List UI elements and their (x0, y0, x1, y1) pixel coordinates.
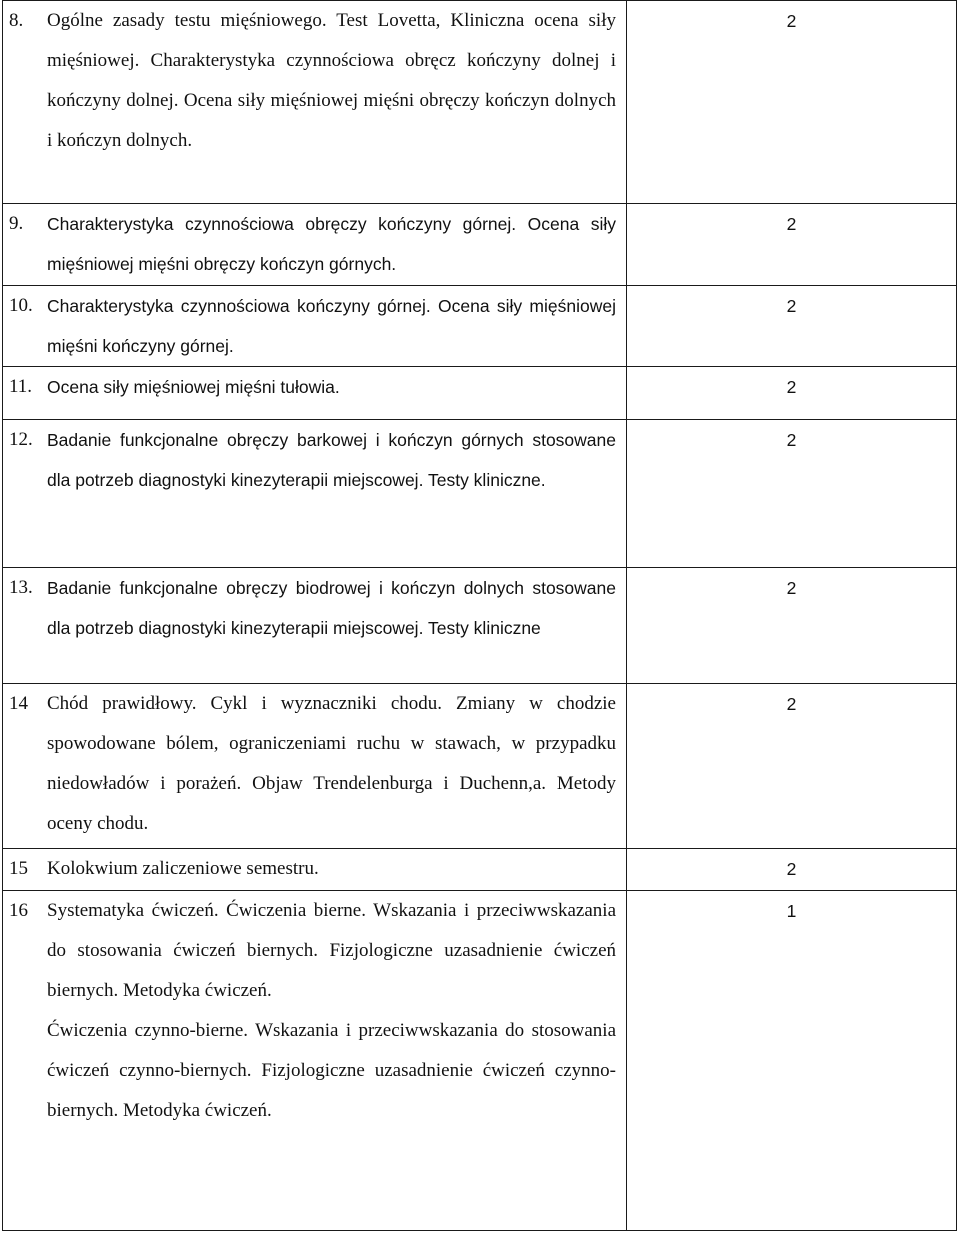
hours-value: 2 (786, 694, 797, 714)
table-row (3, 568, 957, 684)
topic-cell (3, 684, 627, 849)
hours-value: 2 (786, 11, 797, 31)
table-row (3, 286, 957, 367)
topic-cell (3, 849, 627, 891)
topic-text: Charakterystyka czynnościowa kończyny górnej. Ocena siły mięśniowej mięśni kończyny górnej. (47, 296, 616, 356)
hours-value: 2 (786, 296, 797, 316)
hours-cell (627, 204, 957, 286)
row-number: 12. (9, 429, 33, 450)
table-row (3, 849, 957, 891)
hours-cell (627, 420, 957, 568)
row-number: 8. (9, 10, 24, 31)
topic-text: Systematyka ćwiczeń. Ćwiczenia bierne. Wskazania i przeciwwskazania do stosowania ćwiczeń biernych. Fizjologiczne uzasadnienie ćwiczeń biernych. Metodyka ćwiczeń. (47, 900, 616, 1001)
row-number: 13. (9, 577, 33, 598)
topic-text: Chód prawidłowy. Cykl i wyznaczniki chodu. Zmiany w chodzie spowodowane bólem, ograniczeniami ruchu w stawach, w przypadku niedowładów i porażeń. Objaw Trendelenburga i Duchenn,a. Metody oceny chodu. (47, 693, 616, 834)
topic-cell (3, 891, 627, 1231)
row-number: 16 (9, 900, 28, 921)
hours-cell (627, 891, 957, 1231)
hours-cell (627, 568, 957, 684)
row-number: 11. (9, 376, 33, 397)
topic-text: Badanie funkcjonalne obręczy biodrowej i kończyn dolnych stosowane dla potrzeb diagnostyki kinezyterapii miejscowej. Testy kliniczne (47, 578, 616, 638)
table-row (3, 1, 957, 204)
hours-value: 2 (786, 578, 797, 598)
topic-cell (3, 367, 627, 420)
topic-text: Charakterystyka czynnościowa obręczy kończyny górnej. Ocena siły mięśniowej mięśni obręczy kończyn górnych. (47, 214, 616, 274)
hours-value: 2 (786, 214, 797, 234)
hours-value: 1 (786, 901, 797, 921)
topic-cell (3, 1, 627, 204)
topic-cell (3, 204, 627, 286)
topic-cell (3, 286, 627, 367)
topic-cell (3, 420, 627, 568)
topic-text: Ogólne zasady testu mięśniowego. Test Lovetta, Kliniczna ocena siły mięśniowej. Charakterystyka czynnościowa obręcz kończyny dolnej i kończyny dolnej. Ocena siły mięśniowej mięśni obręczy kończyn dolnych i kończyn dolnych. (47, 10, 616, 151)
row-number: 15 (9, 858, 28, 879)
row-number: 10. (9, 295, 33, 316)
table-row (3, 684, 957, 849)
hours-value: 2 (786, 430, 797, 450)
table-row (3, 367, 957, 420)
hours-value: 2 (786, 859, 797, 879)
hours-cell (627, 684, 957, 849)
table-row (3, 204, 957, 286)
hours-cell (627, 849, 957, 891)
table-row (3, 891, 957, 1231)
hours-value: 2 (786, 377, 797, 397)
topic-text: Ocena siły mięśniowej mięśni tułowia. (47, 377, 340, 397)
topic-cell (3, 568, 627, 684)
syllabus-table (2, 0, 957, 1231)
row-number: 14 (9, 693, 28, 714)
row-number: 9. (9, 213, 24, 234)
topic-text: Ćwiczenia czynno-bierne. Wskazania i przeciwwskazania do stosowania ćwiczeń czynno-biernych. Fizjologiczne uzasadnienie ćwiczeń czynno-biernych. Metodyka ćwiczeń. (47, 1020, 616, 1121)
hours-cell (627, 1, 957, 204)
hours-cell (627, 286, 957, 367)
hours-cell (627, 367, 957, 420)
topic-text: Kolokwium zaliczeniowe semestru. (47, 858, 319, 879)
topic-text: Badanie funkcjonalne obręczy barkowej i kończyn górnych stosowane dla potrzeb diagnostyki kinezyterapii miejscowej. Testy kliniczne. (47, 430, 616, 490)
table-row (3, 420, 957, 568)
